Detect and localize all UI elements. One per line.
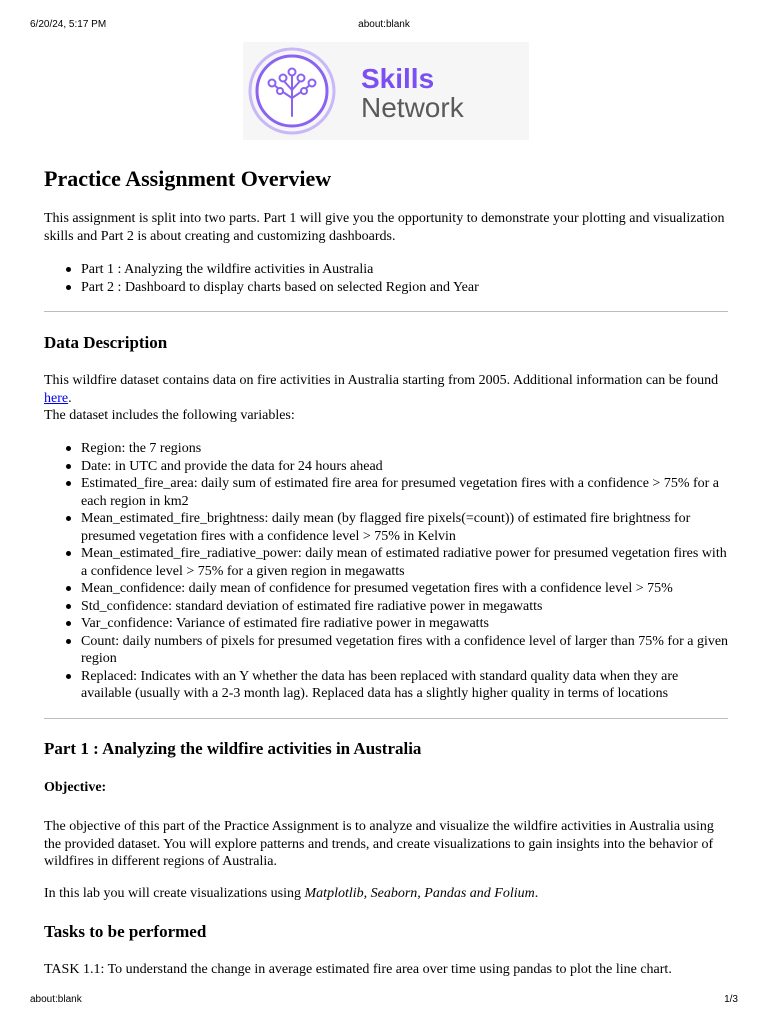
list-item: Part 2 : Dashboard to display charts based on selected Region and Year xyxy=(81,279,731,297)
logo-line-skills: Skills xyxy=(361,63,435,94)
parts-list xyxy=(44,261,731,296)
list-item: Count: daily numbers of pixels for presumed vegetation fires with a confidence level of larger than 75% for a given region xyxy=(81,633,731,668)
variables-list xyxy=(44,440,731,703)
list-item: Part 1 : Analyzing the wildfire activities in Australia xyxy=(81,261,731,279)
list-item: Estimated_fire_area: daily sum of estimated fire area for presumed vegetation fires with a confidence > 75% for a each region in km2 xyxy=(81,475,731,510)
list-item: Mean_estimated_fire_brightness: daily mean (by flagged fire pixels(=count)) of estimated fire brightness for presumed vegetation fires with a confidence level > 75% in Kelvin xyxy=(81,510,731,545)
logo-line-network: Network xyxy=(361,92,464,123)
list-item: Var_confidence: Variance of estimated fire radiative power in megawatts xyxy=(81,615,731,633)
section-divider xyxy=(44,311,728,312)
tree-network-icon xyxy=(247,46,337,136)
print-header xyxy=(0,19,768,33)
data-description-text: This wildfire dataset contains data on fire activities in Australia starting from 2005. Additional information can be found xyxy=(44,373,719,388)
intro-paragraph: This assignment is split into two parts. Part 1 will give you the opportunity to demonstrate your plotting and visualization skills and Part 2 is about creating and customizing dashboards. xyxy=(44,211,725,244)
footer-page-url: about:blank xyxy=(30,994,82,1005)
page-title: Practice Assignment Overview xyxy=(44,166,332,191)
footer-page-number: 1/3 xyxy=(724,994,738,1005)
list-item: Std_confidence: standard deviation of estimated fire radiative power in megawatts xyxy=(81,598,731,616)
list-item: Replaced: Indicates with an Y whether the data has been replaced with standard quality data when they are available (usually with a 2-3 month lag). Replaced data has a slightly higher quality in terms of locations xyxy=(81,668,731,703)
objective-paragraph: The objective of this part of the Practice Assignment is to analyze and visualize the wildfire activities in Australia using the provided dataset. You will explore patterns and trends, and create visualizations to gain insights into the behavior of wildfires in different regions of Australia. xyxy=(44,819,714,869)
list-item: Mean_confidence: daily mean of confidence for presumed vegetation fires with a confidence level > 75% xyxy=(81,580,731,598)
task-1-1: TASK 1.1: To understand the change in average estimated fire area over time using pandas to plot the line chart. xyxy=(44,962,672,977)
logo-wordmark xyxy=(361,64,464,122)
list-item: Date: in UTC and provide the data for 24 hours ahead xyxy=(81,458,731,476)
print-footer xyxy=(0,994,768,1008)
tools-list: Matplotlib, Seaborn, Pandas and Folium xyxy=(304,886,535,901)
tools-prefix: In this lab you will create visualizations using xyxy=(44,886,305,901)
data-description-text-end: . xyxy=(68,390,72,406)
list-item: Region: the 7 regions xyxy=(81,440,731,458)
objective-label: Objective: xyxy=(44,780,107,795)
print-page-url: about:blank xyxy=(358,19,410,30)
skills-network-logo xyxy=(243,42,529,140)
tasks-heading: Tasks to be performed xyxy=(44,922,207,941)
tools-paragraph xyxy=(44,885,734,903)
list-item: Mean_estimated_fire_radiative_power: daily mean of estimated radiative power for presumed vegetation fires with a confidence level > 75% for a given region in megawatts xyxy=(81,545,731,580)
variables-intro: The dataset includes the following variables: xyxy=(44,408,295,423)
section-divider xyxy=(44,718,728,719)
data-description-heading: Data Description xyxy=(44,333,168,352)
tools-suffix: . xyxy=(534,886,539,901)
print-datetime: 6/20/24, 5:17 PM xyxy=(30,19,107,30)
part1-heading: Part 1 : Analyzing the wildfire activities in Australia xyxy=(44,739,422,758)
here-link[interactable]: here xyxy=(44,390,69,406)
data-description-paragraph xyxy=(44,372,734,425)
